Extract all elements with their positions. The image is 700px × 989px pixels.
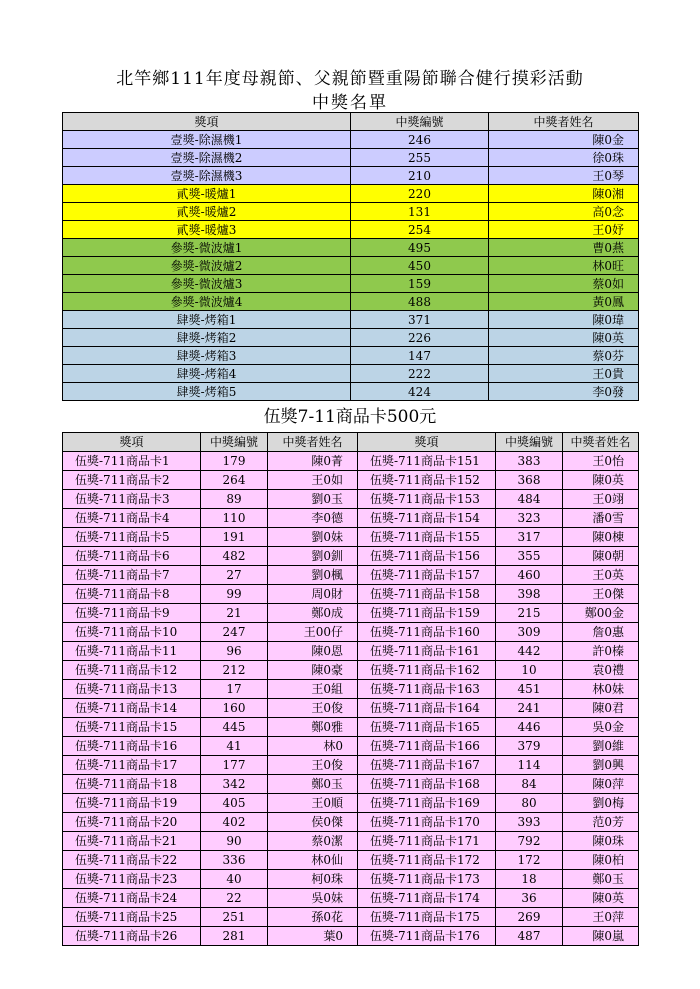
number-cell: 383 [496,452,563,471]
winner-cell: 王00仔 [268,623,358,642]
winner-cell: 陳0豪 [268,661,358,680]
number-cell: 210 [351,167,489,185]
table-row [63,383,639,401]
winner-cell: 陳0金 [489,131,639,149]
winner-cell: 陳0菁 [268,452,358,471]
winner-cell: 黃0鳳 [489,293,639,311]
table-row [63,149,639,167]
winner-cell: 潘0雪 [563,509,639,528]
prize-cell: 伍獎-711商品卡10 [63,623,201,642]
table-row [63,775,639,794]
number-cell: 159 [351,275,489,293]
table-row [63,623,639,642]
winner-cell: 吳0金 [563,718,639,737]
table-row [63,275,639,293]
prize-cell: 伍獎-711商品卡151 [358,452,496,471]
number-cell: 393 [496,813,563,832]
table-row [63,365,639,383]
winner-cell: 高0念 [489,203,639,221]
winner-cell: 陳0湘 [489,185,639,203]
table-row [63,699,639,718]
prize-cell: 伍獎-711商品卡175 [358,908,496,927]
winner-cell: 王0琴 [489,167,639,185]
header-winner: 中獎者姓名 [563,433,639,452]
number-cell: 177 [201,756,268,775]
prize-cell: 伍獎-711商品卡164 [358,699,496,718]
prize-cell: 壹獎-除濕機3 [63,167,351,185]
prize-cell: 伍獎-711商品卡155 [358,528,496,547]
prize-cell: 參獎-微波爐1 [63,239,351,257]
number-cell: 212 [201,661,268,680]
prize-cell: 伍獎-711商品卡176 [358,927,496,946]
number-cell: 792 [496,832,563,851]
winner-cell: 陳0瑋 [489,311,639,329]
winner-cell: 王0貴 [489,365,639,383]
prize-cell: 伍獎-711商品卡24 [63,889,201,908]
table-row [63,239,639,257]
number-cell: 147 [351,347,489,365]
prize-cell: 參獎-微波爐3 [63,275,351,293]
table-row [63,347,639,365]
prize-cell: 伍獎-711商品卡173 [358,870,496,889]
prize-cell: 伍獎-711商品卡26 [63,927,201,946]
number-cell: 254 [351,221,489,239]
prize-cell: 伍獎-711商品卡7 [63,566,201,585]
prize-cell: 伍獎-711商品卡25 [63,908,201,927]
number-cell: 84 [496,775,563,794]
number-cell: 90 [201,832,268,851]
document-title: 北竿鄉111年度母親節、父親節暨重陽節聯合健行摸彩活動 [116,69,584,89]
number-cell: 241 [496,699,563,718]
prize-cell: 伍獎-711商品卡172 [358,851,496,870]
prize-cell: 肆獎-烤箱2 [63,329,351,347]
prize-cell: 參獎-微波爐2 [63,257,351,275]
prize-cell: 肆獎-烤箱1 [63,311,351,329]
table-row [63,329,639,347]
number-cell: 484 [496,490,563,509]
prize-cell: 伍獎-711商品卡156 [358,547,496,566]
table-row [63,851,639,870]
number-cell: 495 [351,239,489,257]
winner-cell: 劉0維 [563,737,639,756]
number-cell: 40 [201,870,268,889]
header-prize: 獎項 [63,113,351,131]
winner-cell: 王0妤 [489,221,639,239]
header-number: 中獎編號 [496,433,563,452]
section-title-fifth-prize: 伍獎7-11商品卡500元 [263,407,437,427]
winner-cell: 陳0萍 [563,775,639,794]
number-cell: 317 [496,528,563,547]
prize-cell: 伍獎-711商品卡17 [63,756,201,775]
prize-cell: 伍獎-711商品卡9 [63,604,201,623]
number-cell: 41 [201,737,268,756]
prize-cell: 伍獎-711商品卡20 [63,813,201,832]
table-row [63,794,639,813]
number-cell: 379 [496,737,563,756]
table-row [63,604,639,623]
table-row [63,203,639,221]
number-cell: 89 [201,490,268,509]
number-cell: 460 [496,566,563,585]
winner-cell: 王0俊 [268,699,358,718]
number-cell: 264 [201,471,268,490]
winner-cell: 范0芳 [563,813,639,832]
winner-cell: 劉0妹 [268,528,358,547]
prize-cell: 伍獎-711商品卡160 [358,623,496,642]
number-cell: 10 [496,661,563,680]
winner-cell: 許0榛 [563,642,639,661]
winners-table-fifth-prize [62,432,639,946]
number-cell: 450 [351,257,489,275]
winner-cell: 劉0釧 [268,547,358,566]
winner-cell: 李0德 [268,509,358,528]
prize-cell: 伍獎-711商品卡159 [358,604,496,623]
prize-cell: 伍獎-711商品卡153 [358,490,496,509]
number-cell: 191 [201,528,268,547]
prize-cell: 貳獎-暖爐1 [63,185,351,203]
winner-cell: 陳0英 [563,889,639,908]
header-prize: 獎項 [63,433,201,452]
header-number: 中獎編號 [201,433,268,452]
table-row [63,870,639,889]
number-cell: 482 [201,547,268,566]
number-cell: 251 [201,908,268,927]
prize-cell: 伍獎-711商品卡170 [358,813,496,832]
winner-cell: 林0旺 [489,257,639,275]
winner-cell: 劉0興 [563,756,639,775]
prize-cell: 伍獎-711商品卡152 [358,471,496,490]
winner-cell: 林0 [268,737,358,756]
table-row [63,832,639,851]
number-cell: 226 [351,329,489,347]
table-row [63,908,639,927]
prize-cell: 伍獎-711商品卡171 [358,832,496,851]
prize-cell: 伍獎-711商品卡5 [63,528,201,547]
winner-cell: 劉0楓 [268,566,358,585]
prize-cell: 伍獎-711商品卡166 [358,737,496,756]
table-row [63,167,639,185]
prize-cell: 肆獎-烤箱5 [63,383,351,401]
winner-cell: 陳0英 [563,471,639,490]
prize-cell: 伍獎-711商品卡161 [358,642,496,661]
number-cell: 36 [496,889,563,908]
winner-cell: 王0順 [268,794,358,813]
number-cell: 222 [351,365,489,383]
number-cell: 269 [496,908,563,927]
number-cell: 402 [201,813,268,832]
winner-cell: 鄭0成 [268,604,358,623]
number-cell: 323 [496,509,563,528]
winner-cell: 林0妹 [563,680,639,699]
table-row [63,661,639,680]
winner-cell: 陳0恩 [268,642,358,661]
table-row [63,131,639,149]
number-cell: 371 [351,311,489,329]
winner-cell: 蔡0如 [489,275,639,293]
prize-cell: 伍獎-711商品卡162 [358,661,496,680]
table-row [63,547,639,566]
winner-cell: 林0仙 [268,851,358,870]
winner-cell: 侯0傑 [268,813,358,832]
table-row [63,452,639,471]
prize-cell: 伍獎-711商品卡165 [358,718,496,737]
winner-cell: 陳0珠 [563,832,639,851]
winner-cell: 王0俊 [268,756,358,775]
prize-cell: 伍獎-711商品卡174 [358,889,496,908]
table-row [63,293,639,311]
number-cell: 96 [201,642,268,661]
prize-cell: 伍獎-711商品卡1 [63,452,201,471]
prize-cell: 伍獎-711商品卡167 [358,756,496,775]
winner-cell: 陳0英 [489,329,639,347]
winner-cell: 陳0朝 [563,547,639,566]
table-row [63,471,639,490]
winner-cell: 陳0嵐 [563,927,639,946]
table-row [63,889,639,908]
number-cell: 445 [201,718,268,737]
number-cell: 99 [201,585,268,604]
winner-cell: 詹0惠 [563,623,639,642]
prize-cell: 伍獎-711商品卡158 [358,585,496,604]
table-row [63,737,639,756]
number-cell: 446 [496,718,563,737]
winner-cell: 鄭0玉 [268,775,358,794]
number-cell: 27 [201,566,268,585]
table-row [63,566,639,585]
header-prize: 獎項 [358,433,496,452]
table-row [63,221,639,239]
header-number: 中獎編號 [351,113,489,131]
number-cell: 336 [201,851,268,870]
winner-cell: 蔡0芬 [489,347,639,365]
number-cell: 442 [496,642,563,661]
number-cell: 110 [201,509,268,528]
winner-cell: 孫0花 [268,908,358,927]
winner-cell: 陳0棟 [563,528,639,547]
winner-cell: 鄭0雅 [268,718,358,737]
table-header-row [63,113,639,131]
prize-cell: 伍獎-711商品卡11 [63,642,201,661]
winner-cell: 曹0燕 [489,239,639,257]
winner-cell: 陳0君 [563,699,639,718]
winner-cell: 劉0梅 [563,794,639,813]
winner-cell: 劉0玉 [268,490,358,509]
prize-cell: 壹獎-除濕機1 [63,131,351,149]
number-cell: 309 [496,623,563,642]
winner-cell: 王0如 [268,471,358,490]
prize-cell: 伍獎-711商品卡3 [63,490,201,509]
document-subtitle: 中獎名單 [312,93,388,113]
number-cell: 342 [201,775,268,794]
winner-cell: 柯0珠 [268,870,358,889]
prize-cell: 伍獎-711商品卡19 [63,794,201,813]
number-cell: 179 [201,452,268,471]
table-row [63,528,639,547]
winner-cell: 吳0妹 [268,889,358,908]
table-row [63,509,639,528]
prize-cell: 伍獎-711商品卡12 [63,661,201,680]
number-cell: 451 [496,680,563,699]
number-cell: 247 [201,623,268,642]
number-cell: 488 [351,293,489,311]
table-row [63,585,639,604]
prize-cell: 伍獎-711商品卡16 [63,737,201,756]
number-cell: 172 [496,851,563,870]
prize-cell: 伍獎-711商品卡22 [63,851,201,870]
table-row [63,257,639,275]
number-cell: 281 [201,927,268,946]
number-cell: 255 [351,149,489,167]
number-cell: 405 [201,794,268,813]
prize-cell: 伍獎-711商品卡154 [358,509,496,528]
winner-cell: 陳0柏 [563,851,639,870]
prize-cell: 伍獎-711商品卡4 [63,509,201,528]
prize-cell: 貳獎-暖爐3 [63,221,351,239]
prize-cell: 伍獎-711商品卡13 [63,680,201,699]
number-cell: 114 [496,756,563,775]
prize-cell: 伍獎-711商品卡168 [358,775,496,794]
header-winner: 中獎者姓名 [489,113,639,131]
table-row [63,185,639,203]
winner-cell: 王0翊 [563,490,639,509]
number-cell: 368 [496,471,563,490]
number-cell: 160 [201,699,268,718]
winner-cell: 周0財 [268,585,358,604]
table-header-row [63,433,639,452]
winners-table-main [62,112,639,401]
number-cell: 21 [201,604,268,623]
prize-cell: 貳獎-暖爐2 [63,203,351,221]
table-row [63,927,639,946]
header-winner: 中獎者姓名 [268,433,358,452]
number-cell: 355 [496,547,563,566]
prize-cell: 伍獎-711商品卡2 [63,471,201,490]
winner-cell: 王0怡 [563,452,639,471]
winner-cell: 蔡0潔 [268,832,358,851]
prize-cell: 伍獎-711商品卡15 [63,718,201,737]
prize-cell: 參獎-微波爐4 [63,293,351,311]
winner-cell: 王0傑 [563,585,639,604]
prize-cell: 肆獎-烤箱4 [63,365,351,383]
table-body [63,131,639,401]
table-row [63,756,639,775]
prize-cell: 伍獎-711商品卡18 [63,775,201,794]
prize-cell: 壹獎-除濕機2 [63,149,351,167]
prize-cell: 肆獎-烤箱3 [63,347,351,365]
prize-cell: 伍獎-711商品卡21 [63,832,201,851]
winner-cell: 王0英 [563,566,639,585]
winner-cell: 袁0禮 [563,661,639,680]
table-row [63,718,639,737]
winner-cell: 葉0 [268,927,358,946]
table-row [63,680,639,699]
winner-cell: 王0組 [268,680,358,699]
table-row [63,311,639,329]
winner-cell: 王0萍 [563,908,639,927]
table-body [63,452,639,946]
number-cell: 80 [496,794,563,813]
number-cell: 131 [351,203,489,221]
winner-cell: 李0發 [489,383,639,401]
winner-cell: 徐0珠 [489,149,639,167]
number-cell: 246 [351,131,489,149]
prize-cell: 伍獎-711商品卡6 [63,547,201,566]
prize-cell: 伍獎-711商品卡23 [63,870,201,889]
number-cell: 22 [201,889,268,908]
prize-cell: 伍獎-711商品卡169 [358,794,496,813]
prize-cell: 伍獎-711商品卡14 [63,699,201,718]
number-cell: 220 [351,185,489,203]
table-row [63,813,639,832]
winner-cell: 鄭0玉 [563,870,639,889]
prize-cell: 伍獎-711商品卡8 [63,585,201,604]
winner-cell: 鄭00金 [563,604,639,623]
table-row [63,490,639,509]
number-cell: 18 [496,870,563,889]
number-cell: 17 [201,680,268,699]
number-cell: 424 [351,383,489,401]
number-cell: 487 [496,927,563,946]
prize-cell: 伍獎-711商品卡157 [358,566,496,585]
number-cell: 398 [496,585,563,604]
table-row [63,642,639,661]
number-cell: 215 [496,604,563,623]
prize-cell: 伍獎-711商品卡163 [358,680,496,699]
